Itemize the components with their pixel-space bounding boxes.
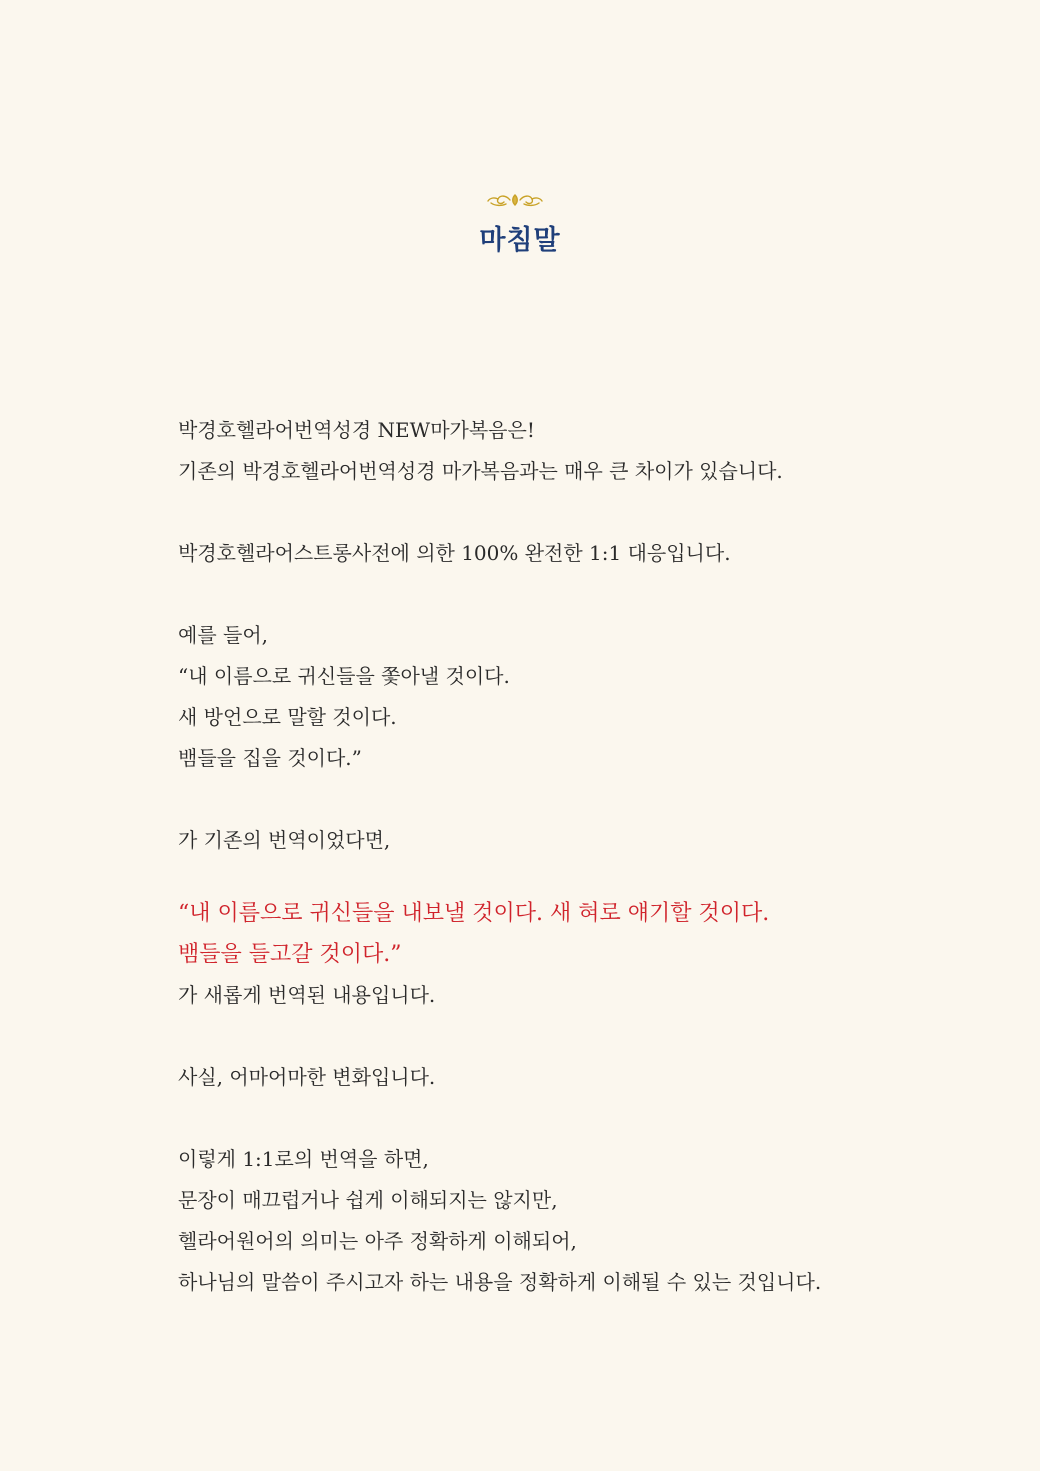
text-line: 박경호헬라어스트롱사전에 의한 100% 완전한 1:1 대응입니다. [178,541,731,565]
text-line: 하나님의 말씀이 주시고자 하는 내용을 정확하게 이해될 수 있는 것입니다. [178,1270,822,1294]
highlight-line: “내 이름으로 귀신들을 내보낼 것이다. 새 혀로 얘기할 것이다. [178,901,770,926]
body-text [178,410,938,1303]
text-line: 문장이 매끄럽거나 쉽게 이해되지는 않지만, [178,1188,558,1212]
text-line: 가 기존의 번역이었다면, [178,828,391,852]
text-line: 박경호헬라어번역성경 NEW마가복음은! [178,418,535,442]
ornament-flourish-icon [486,192,544,208]
paragraph-existing-translation [178,820,938,861]
paragraph-conclusion [178,1139,938,1303]
highlighted-quote [178,893,938,975]
paragraph-change [178,1057,938,1098]
page-title: 마침말 [479,225,561,256]
paragraph-dictionary [178,533,938,574]
highlight-line: 뱀들을 들고갈 것이다.” [178,942,402,967]
text-line: 헬라어원어의 의미는 아주 정확하게 이해되어, [178,1229,577,1253]
paragraph-intro [178,410,938,492]
text-line: 사실, 어마어마한 변화입니다. [178,1065,436,1089]
paragraph-new-translation [178,975,938,1016]
text-line: 새 방언으로 말할 것이다. [178,705,397,729]
text-line: 뱀들을 집을 것이다.” [178,746,362,770]
paragraph-example [178,615,938,779]
text-line: “내 이름으로 귀신들을 쫓아낼 것이다. [178,664,510,688]
text-line: 이렇게 1:1로의 번역을 하면, [178,1147,429,1171]
text-line: 가 새롭게 번역된 내용입니다. [178,983,436,1007]
text-line: 예를 들어, [178,623,268,647]
text-line: 기존의 박경호헬라어번역성경 마가복음과는 매우 큰 차이가 있습니다. [178,459,783,483]
